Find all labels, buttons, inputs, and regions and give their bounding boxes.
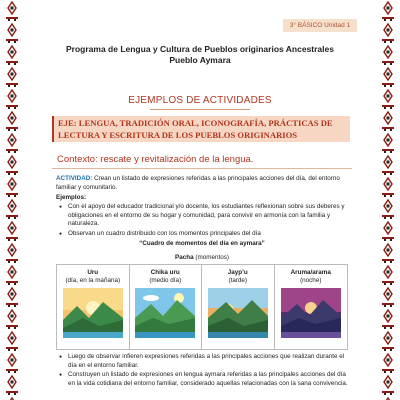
moment-cell-night [275,265,348,349]
bullet-list-top [56,203,348,239]
moment-subtitle: (medio día) [149,277,182,284]
section-divider [150,109,250,110]
moment-name: Jayp’u [227,269,248,276]
noon-landscape-image [135,288,195,338]
sun-icon [174,293,184,303]
moment-name: Chika uru [150,269,180,276]
moment-cell-afternoon [202,265,275,349]
list-item: ● Observan un cuadro distribuido con los momentos principales del día [56,230,348,239]
pacha-label [56,254,348,261]
moment-subtitle: (día, en la mañana) [65,277,121,284]
context-heading: Contexto: rescate y revitalización de la lengua. [57,154,254,165]
section-title: EJEMPLOS DE ACTIVIDADES [128,95,272,106]
moment-cell-morning [57,265,130,349]
moment-name: Uru [87,269,99,276]
activity-label: ACTIVIDAD: [56,175,93,182]
aymara-pattern-border-left [6,0,18,400]
program-header [40,44,360,66]
moment-subtitle: (noche) [300,277,322,284]
chart-title: “Cuadro de momentos del día en aymara” [139,240,265,247]
program-title: Programa de Lengua y Cultura de Pueblos originarios Ancestrales [66,44,334,54]
afternoon-landscape-image [208,288,268,338]
moment-name: Aruma/arama [290,269,331,276]
activity-paragraph [56,175,348,192]
list-item: ● Luego de observar infieren expresiones referidas a las principales acciones que realizan durante el día en el entorno familiar. [56,353,348,370]
eje-box [52,116,350,142]
pacha-word: Pacha [175,254,194,261]
night-landscape-image [281,288,341,338]
list-item: ● Con el apoyo del educador tradicional y/o docente, los estudiantes reflexionan sobre sus deberes y obligaciones en el entorno de su hogar y comunidad, para convivir en armonía con la familia y naturaleza. [56,203,348,229]
morning-landscape-image [63,288,123,338]
pacha-rest: (momentos) [193,254,229,261]
bullet-list-bottom [56,353,348,389]
moment-cell-noon [130,265,203,349]
grade-badge: 3° BÁSICO Unidad 1 [283,19,357,32]
list-item: ● Construyen un listado de expresiones en lengua aymara referidas a las principales acciones del día en la vida cotidiana del entorno familiar, considerado aquellas relacionadas con la sana convivencia. [56,371,348,388]
examples-label: Ejemplos: [56,194,87,201]
moments-table [56,264,348,350]
people-title: Pueblo Aymara [169,55,231,65]
activity-text: Crean un listado de expresiones referidas a las principales acciones del día, del entorno familiar y comunitario. [56,175,340,191]
context-divider [52,168,352,169]
moment-subtitle: (tarde) [228,277,248,284]
aymara-pattern-border-right [382,0,394,400]
eje-text: EJE: LENGUA, TRADICIÓN ORAL, ICONOGRAFÍA, PRÁCTICAS DE LECTURA Y ESCRITURA DE LOS PUEBLOS ORIGINARIOS [58,118,333,140]
